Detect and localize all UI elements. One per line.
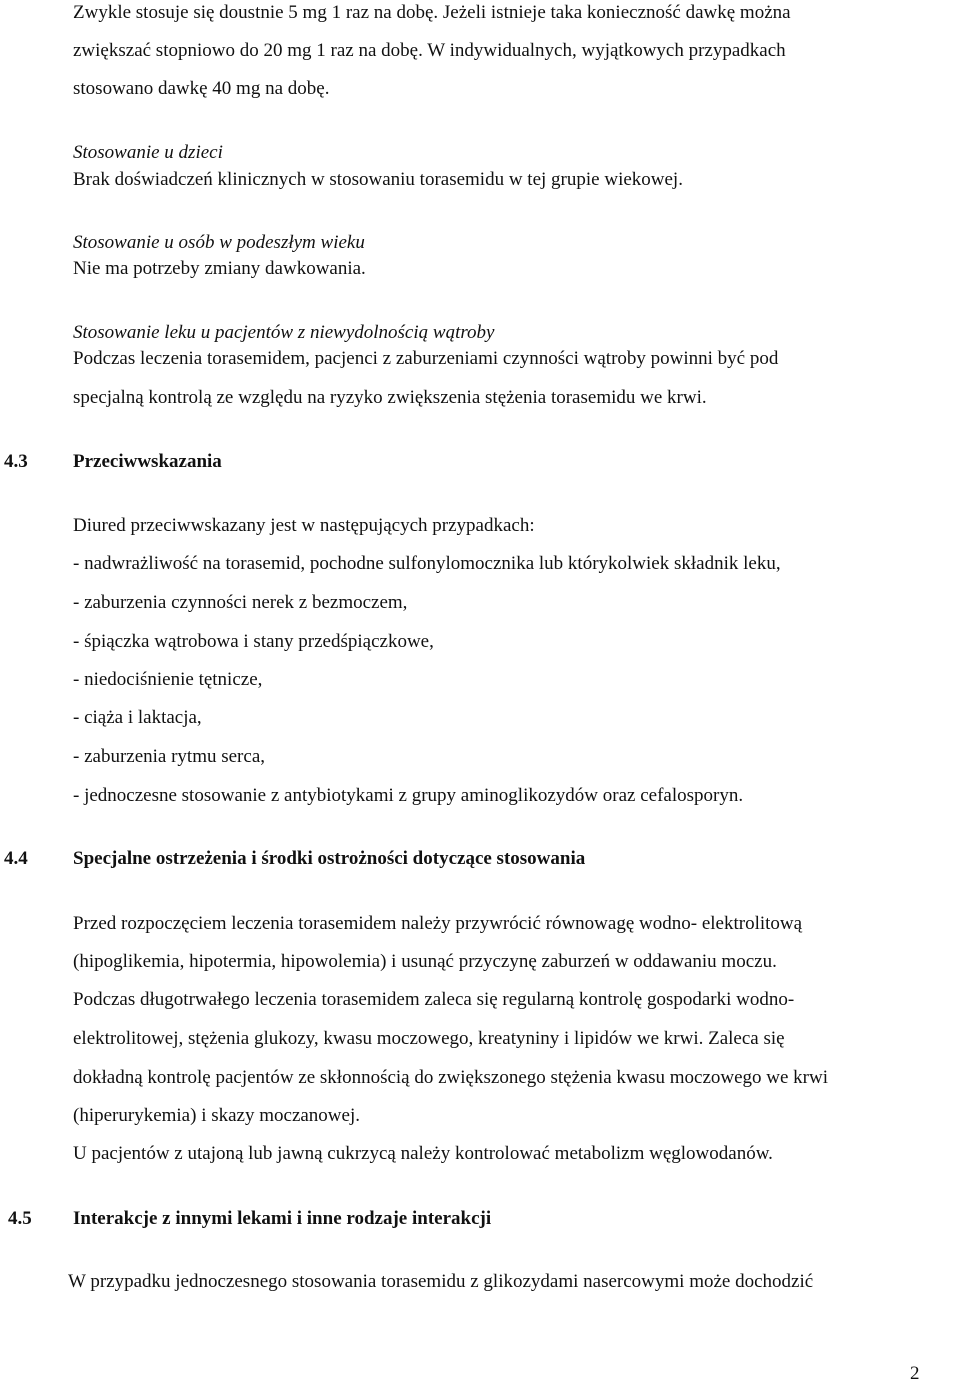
section-number: 4.3 [4,451,28,472]
list-item: - zaburzenia czynności nerek z bezmoczem, [73,592,408,613]
section-number: 4.4 [4,848,28,869]
list-item: - ciąża i laktacja, [73,707,202,728]
interactions-line: W przypadku jednoczesnego stosowania torasemidu z glikozydami nasercowymi może dochodzić [68,1271,814,1292]
elderly-text: Nie ma potrzeby zmiany dawkowania. [73,258,366,279]
warnings-line: dokładną kontrolę pacjentów ze skłonnością do zwiększonego stężenia kwasu moczowego we krwi [73,1067,829,1088]
section-number: 4.5 [8,1208,32,1229]
list-item: - jednoczesne stosowanie z antybiotykami z grupy aminoglikozydów oraz cefalosporyn. [73,785,744,806]
contraindications-intro: Diured przeciwwskazany jest w następujących przypadkach: [73,515,535,536]
dosage-line: zwiększać stopniowo do 20 mg 1 raz na dobę. W indywidualnych, wyjątkowych przypadkach [73,40,786,61]
hepatic-line: Podczas leczenia torasemidem, pacjenci z zaburzeniami czynności wątroby powinni być pod [73,348,779,369]
section-title: Specjalne ostrzeżenia i środki ostrożności dotyczące stosowania [73,848,586,869]
list-item: - nadwrażliwość na torasemid, pochodne sulfonylomocznika lub którykolwiek składnik leku, [73,553,781,574]
dosage-line: stosowano dawkę 40 mg na dobę. [73,78,330,99]
warnings-line: (hipoglikemia, hipotermia, hipowolemia) i usunąć przyczynę zaburzeń w oddawaniu moczu. [73,951,777,972]
dosage-line: Zwykle stosuje się doustnie 5 mg 1 raz na dobę. Jeżeli istnieje taka konieczność dawkę można [73,2,791,23]
page-number: 2 [910,1363,920,1384]
hepatic-line: specjalną kontrolą ze względu na ryzyko zwiększenia stężenia torasemidu we krwi. [73,387,707,408]
list-item: - niedociśnienie tętnicze, [73,669,263,690]
hepatic-heading: Stosowanie leku u pacjentów z niewydolnością wątroby [73,322,495,343]
elderly-heading: Stosowanie u osób w podeszłym wieku [73,232,365,253]
warnings-line: U pacjentów z utajoną lub jawną cukrzycą należy kontrolować metabolizm węglowodanów. [73,1143,773,1164]
warnings-line: elektrolitowej, stężenia glukozy, kwasu moczowego, kreatyniny i lipidów we krwi. Zaleca się [73,1028,785,1049]
children-text: Brak doświadczeń klinicznych w stosowaniu torasemidu w tej grupie wiekowej. [73,169,683,190]
list-item: - śpiączka wątrobowa i stany przedśpiączkowe, [73,631,434,652]
list-item: - zaburzenia rytmu serca, [73,746,266,767]
section-title: Interakcje z innymi lekami i inne rodzaje interakcji [73,1208,492,1229]
warnings-line: (hiperurykemia) i skazy moczanowej. [73,1105,360,1126]
warnings-line: Przed rozpoczęciem leczenia torasemidem należy przywrócić równowagę wodno- elektrolitową [73,913,803,934]
children-heading: Stosowanie u dzieci [73,142,223,163]
warnings-line: Podczas długotrwałego leczenia torasemidem zaleca się regularną kontrolę gospodarki wodno- [73,989,795,1010]
section-title: Przeciwwskazania [73,451,222,472]
